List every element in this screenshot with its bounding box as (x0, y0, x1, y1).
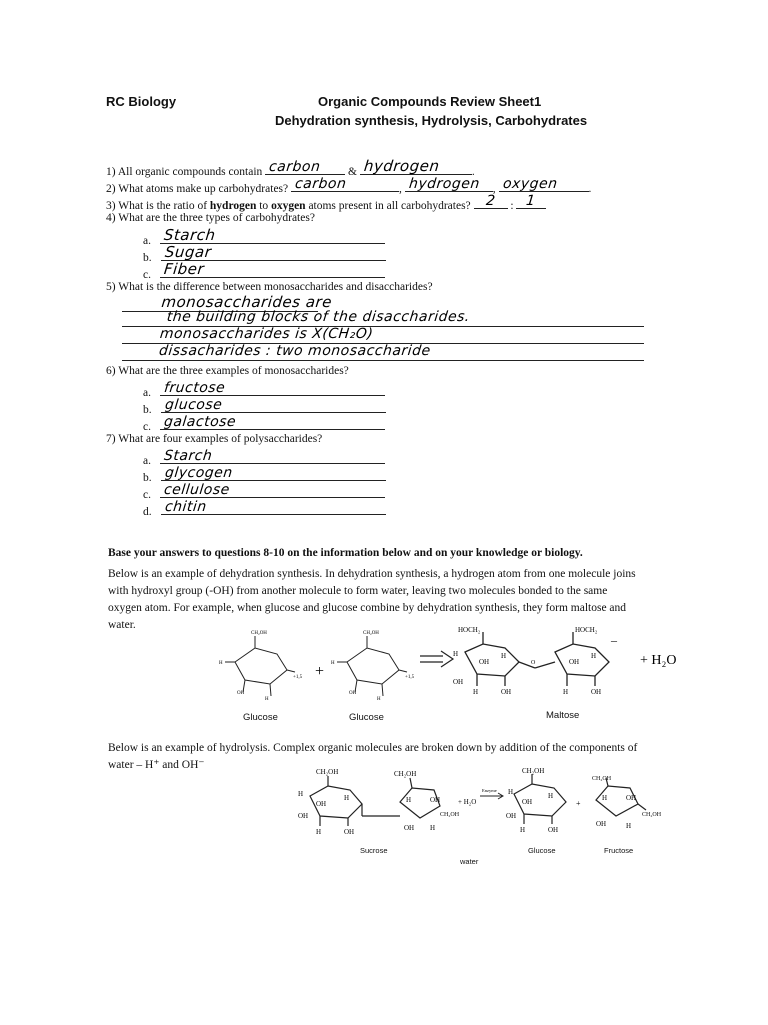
svg-text:+1,5: +1,5 (405, 675, 415, 680)
q5-answer-line-4: dissacharides : two monosaccharide (158, 343, 432, 359)
svg-text:H: H (406, 796, 412, 804)
svg-text:OH: OH (506, 812, 517, 820)
svg-text:H: H (453, 650, 459, 658)
label-glucose-1: Glucose (243, 712, 278, 723)
q1-answer-2-field[interactable]: hydrogen (360, 161, 472, 175)
svg-text:H: H (265, 697, 269, 702)
q4-answer-a-field[interactable]: Starch (160, 230, 385, 244)
q4-item-c: c. Fiber (143, 264, 385, 281)
dehydration-synthesis-diagram (215, 622, 705, 722)
label-sucrose: Sucrose (360, 846, 388, 855)
q2-answer-2-field[interactable]: hydrogen (405, 178, 493, 192)
svg-text:OH: OH (453, 678, 464, 686)
svg-text:OH: OH (349, 691, 357, 696)
q1-answer-1-field[interactable]: carbon (265, 161, 345, 175)
q6-item-a: a. fructose (143, 382, 385, 399)
q2-answer-3-field[interactable]: oxygen (499, 178, 589, 192)
sucrose-ch2oh-1: CH₂OH (316, 768, 339, 776)
svg-text:OH: OH (298, 812, 309, 820)
q6-item-c: c. galactose (143, 416, 385, 433)
q5-answer-line-3: monosaccharides is X(CH₂O) (159, 326, 375, 342)
plus-sign: + (315, 663, 325, 680)
svg-text:OH: OH (501, 688, 512, 696)
fructose-ch2oh: CH₂OH (592, 776, 612, 782)
q6-answer-a-field[interactable]: fructose (160, 382, 385, 396)
maltose-hoch2-left: HOCH₂ (458, 626, 481, 634)
svg-text:OH: OH (591, 688, 602, 696)
svg-text:H: H (591, 652, 597, 660)
sucrose-ch2oh-2: CH₂OH (394, 770, 417, 778)
q6-answer-c-field[interactable]: galactose (160, 416, 385, 430)
glucose-structure-1 (225, 636, 295, 696)
course-name: RC Biology (106, 94, 177, 109)
svg-text:H: H (298, 790, 304, 798)
q7-answer-c-field[interactable]: cellulose (160, 484, 385, 498)
q7-item-a: a. Starch (143, 450, 385, 467)
water-product: + H₂O (640, 653, 677, 668)
maltose-hoch2-right: HOCH₂ (575, 626, 598, 634)
svg-text:H: H (377, 697, 381, 702)
q5-answer-line-2: the building blocks of the disaccharides. (165, 309, 471, 325)
svg-text:+1,5: +1,5 (293, 675, 303, 680)
q3-answer-1-field[interactable]: 2 (474, 195, 508, 209)
svg-text:H: H (602, 794, 608, 802)
q6-item-b: b. glucose (143, 399, 386, 416)
svg-text:H: H (316, 828, 322, 836)
question-1: 1) All organic compounds contain carbon & hydrogen . (106, 157, 475, 178)
svg-text:OH: OH (430, 796, 441, 804)
svg-text:H: H (501, 652, 507, 660)
question-5: 5) What is the difference between monosaccharides and disaccharides? (106, 281, 433, 293)
question-6: 6) What are the three examples of monosaccharides? (106, 365, 349, 377)
q4-item-a: a. Starch (143, 230, 385, 247)
q5-answer-line-1: monosaccharides are (160, 293, 333, 311)
q7-item-d: d. chitin (143, 501, 386, 518)
label-glucose-2: Glucose (349, 712, 384, 723)
sheet-subtitle: Dehydration synthesis, Hydrolysis, Carbohydrates (275, 113, 588, 128)
svg-text:CH₂OH: CH₂OH (363, 631, 379, 636)
reaction-arrow (420, 651, 453, 667)
q4-item-b: b. Sugar (143, 247, 386, 264)
hydrolysis-description: Below is an example of hydrolysis. Complex organic molecules are broken down by addition of the components of water – H⁺ and OH⁻ (108, 742, 638, 771)
svg-text:H: H (508, 788, 514, 796)
svg-text:H: H (548, 792, 554, 800)
dehydration-description: Below is an example of dehydration synthesis. In dehydration synthesis, a hydrogen atom from one molecule joins with hydroxyl group (-OH) from another molecule to form water, leaving two molecules bonded to the same oxygen atom. For example, when glucose and glucose combine by dehydration synthesis, they form maltose and water. (108, 568, 636, 631)
svg-text:H: H (626, 822, 632, 830)
glucose-structure-2 (337, 636, 407, 696)
plus-sign-hydrolysis: + (576, 799, 581, 808)
label-water: water (460, 857, 479, 866)
glucose-ch2oh: CH₂OH (522, 767, 545, 775)
sucrose-structure (310, 776, 440, 826)
label-glucose-product: Glucose (528, 846, 556, 855)
label-maltose: Maltose (546, 710, 580, 721)
plus-water-label: + H₂O (458, 798, 477, 806)
q7-item-b: b. glycogen (143, 467, 386, 484)
svg-text:OH: OH (596, 820, 607, 828)
svg-text:OH: OH (479, 658, 490, 666)
svg-text:H: H (331, 661, 335, 666)
q7-answer-d-field[interactable]: chitin (161, 501, 386, 515)
q6-answer-b-field[interactable]: glucose (161, 399, 386, 413)
svg-text:OH: OH (344, 828, 355, 836)
svg-text:CH₂OH: CH₂OH (440, 812, 460, 818)
question-4: 4) What are the three types of carbohydrates? (106, 212, 315, 224)
question-2: 2) What atoms make up carbohydrates? carbon , hydrogen , oxygen . (106, 176, 592, 195)
q7-answer-a-field[interactable]: Starch (160, 450, 385, 464)
svg-text:CH₂OH: CH₂OH (642, 812, 662, 818)
question-3: 3) What is the ratio of hydrogen to oxygen atoms present in all carbohydrates? 2 : 1 (106, 195, 546, 212)
q4-answer-c-field[interactable]: Fiber (160, 264, 385, 278)
question-7: 7) What are four examples of polysaccharides? (106, 433, 323, 445)
sheet-title: Organic Compounds Review Sheet1 (318, 94, 542, 109)
svg-text:OH: OH (548, 826, 559, 834)
svg-text:OH: OH (316, 800, 327, 808)
enzyme-label: Enzyme (482, 788, 497, 793)
section-heading: Base your answers to questions 8-10 on the information below and on your knowledge or biology. (108, 547, 583, 559)
q7-item-c: c. cellulose (143, 484, 385, 501)
q7-answer-b-field[interactable]: glycogen (161, 467, 386, 481)
svg-text:H: H (219, 661, 223, 666)
hydrolysis-diagram (290, 766, 690, 848)
svg-text:H: H (473, 688, 479, 696)
label-fructose: Fructose (604, 846, 634, 855)
svg-text:OH: OH (569, 658, 580, 666)
svg-text:O: O (531, 660, 536, 666)
svg-text:H: H (430, 824, 436, 832)
svg-text:OH: OH (404, 824, 415, 832)
minus-mark: – (611, 633, 617, 647)
svg-text:H: H (520, 826, 526, 834)
svg-text:H: H (563, 688, 569, 696)
q4-answer-b-field[interactable]: Sugar (161, 247, 386, 261)
svg-text:H: H (344, 794, 350, 802)
q2-answer-1-field[interactable]: carbon (291, 178, 399, 192)
q3-answer-2-field[interactable]: 1 (516, 195, 546, 209)
svg-text:OH: OH (237, 691, 245, 696)
svg-text:OH: OH (522, 798, 533, 806)
svg-text:OH: OH (626, 794, 637, 802)
svg-text:CH₂OH: CH₂OH (251, 631, 267, 636)
